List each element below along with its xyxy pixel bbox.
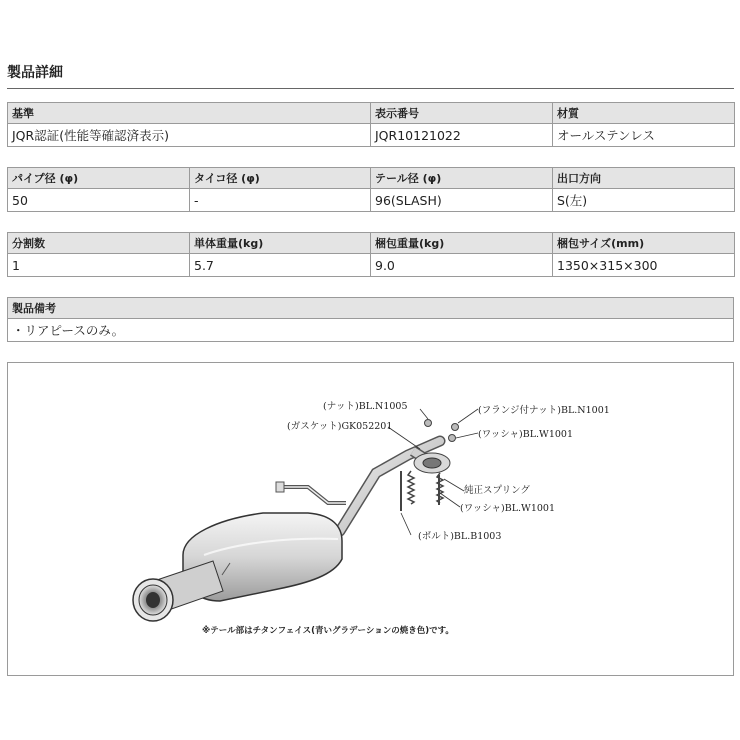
value-unit-weight: 5.7 <box>190 254 371 277</box>
section-title: 製品詳細 <box>7 65 63 81</box>
header-product-notes: 製品備考 <box>8 298 734 319</box>
value-standard: JQR認証(性能等確認済表示) <box>8 124 371 147</box>
title-divider <box>7 88 734 89</box>
header-pipe-diameter: パイプ径 (φ) <box>8 168 190 189</box>
header-package-size: 梱包サイズ(mm) <box>553 233 735 254</box>
value-package-weight: 9.0 <box>371 254 553 277</box>
front-hanger <box>276 482 346 503</box>
value-silencer-diameter: - <box>190 189 371 212</box>
flange-nut-icon <box>452 424 459 431</box>
spec-table-weights <box>7 232 735 277</box>
label-spring: 純正スプリング <box>464 485 530 496</box>
label-washer-bottom: (ワッシャ)BL.W1001 <box>460 503 555 514</box>
value-display-number: JQR10121022 <box>371 124 553 147</box>
springs <box>401 471 443 511</box>
header-exit-direction: 出口方向 <box>553 168 735 189</box>
spec-table-diameters <box>7 167 735 212</box>
spec-table-standard <box>7 102 735 147</box>
diagram-note: ※テール部はチタンフェイス(青いグラデーションの焼き色)です。 <box>202 626 454 636</box>
value-material: オールステンレス <box>553 124 735 147</box>
value-pipe-diameter: 50 <box>8 189 190 212</box>
value-tail-diameter: 96(SLASH) <box>371 189 553 212</box>
header-standard: 基準 <box>8 103 371 124</box>
value-product-notes: ・リアピースのみ。 <box>8 319 734 342</box>
value-pieces: 1 <box>8 254 190 277</box>
label-flange-nut: (フランジ付ナット)BL.N1001 <box>478 405 610 416</box>
muffler-diagram <box>7 362 734 676</box>
header-tail-diameter: テール径 (φ) <box>371 168 553 189</box>
label-gasket: (ガスケット)GK052201 <box>287 421 393 432</box>
washer-icon <box>449 435 456 442</box>
muffler-illustration <box>8 363 733 675</box>
value-exit-direction: S(左) <box>553 189 735 212</box>
value-package-size: 1350×315×300 <box>553 254 735 277</box>
header-pieces: 分割数 <box>8 233 190 254</box>
header-silencer-diameter: タイコ径 (φ) <box>190 168 371 189</box>
header-unit-weight: 単体重量(kg) <box>190 233 371 254</box>
header-display-number: 表示番号 <box>371 103 553 124</box>
label-bolt: (ボルト)BL.B1003 <box>418 531 502 542</box>
header-package-weight: 梱包重量(kg) <box>371 233 553 254</box>
label-washer-top: (ワッシャ)BL.W1001 <box>478 429 573 440</box>
tail-tip <box>133 561 223 621</box>
header-material: 材質 <box>553 103 735 124</box>
label-nut: (ナット)BL.N1005 <box>323 401 408 412</box>
nut-icon <box>425 420 432 427</box>
spec-table-notes <box>7 297 734 342</box>
